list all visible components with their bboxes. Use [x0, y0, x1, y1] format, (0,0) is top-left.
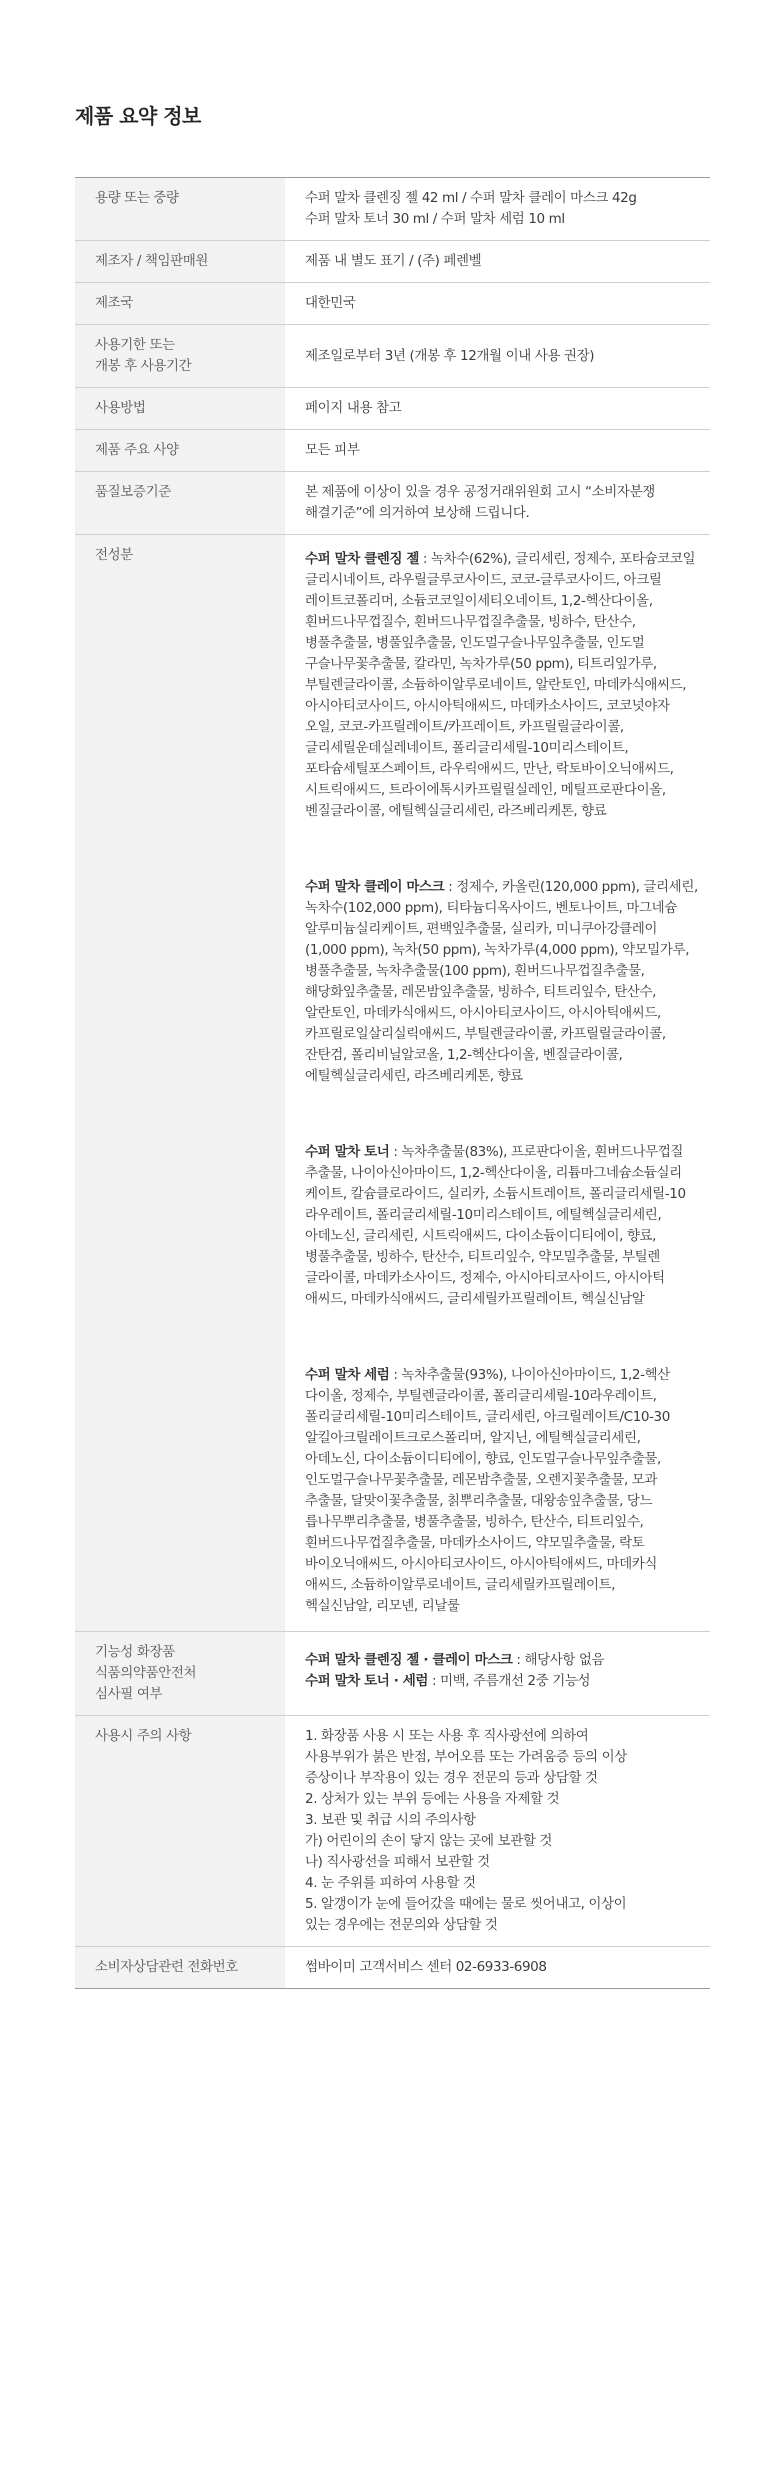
row-country: [75, 283, 710, 325]
label-line: 개봉 후 사용기간: [95, 358, 192, 374]
ingredient-line: 릅나무뿌리추출물, 병풀추출물, 빙하수, 탄산수, 티트리잎수,: [305, 1514, 644, 1530]
row-warranty: [75, 472, 710, 535]
caution-line: 4. 눈 주위를 피하여 사용할 것: [305, 1875, 476, 1891]
label-line: 식품의약품안전처: [95, 1665, 197, 1681]
label-line: 기능성 화장품: [95, 1644, 175, 1660]
product-info-table: [75, 177, 710, 1989]
value-expiry: 제조일로부터 3년 (개봉 후 12개월 이내 사용 권장): [285, 325, 710, 388]
functional-status: : 미백, 주름개선 2중 기능성: [428, 1673, 591, 1689]
ingredient-line: 글리세릴운데실레네이트, 폴리글리세릴-10미리스테이트,: [305, 740, 629, 756]
value-line: 수퍼 말차 토너 30 ml / 수퍼 말차 세럼 10 ml: [305, 211, 565, 227]
caution-line: 나) 직사광선을 피해서 보관할 것: [305, 1854, 490, 1870]
value-usage: 페이지 내용 참고: [285, 388, 710, 430]
value-line: 수퍼 말차 클렌징 젤 42 ml / 수퍼 말차 클레이 마스크 42g: [305, 190, 637, 206]
page-title: 제품 요약 정보: [75, 104, 201, 128]
ingredient-line: 글라이콜, 마데카소사이드, 정제수, 아시아티코사이드, 아시아틱: [305, 1270, 665, 1286]
ingredient-line: 잔탄검, 폴리비닐알코올, 1,2-헥산다이올, 벤질글라이콜,: [305, 1047, 623, 1063]
ingredient-line: 폴리글리세릴-10미리스테이트, 글리세린, 아크릴레이트/C10-30: [305, 1409, 670, 1425]
ingredient-line: 케이트, 칼슘클로라이드, 실리카, 소듐시트레이트, 폴리글리세릴-10: [305, 1186, 686, 1202]
label-skin-type: 제품 주요 사양: [75, 430, 285, 472]
row-capacity: [75, 178, 710, 241]
functional-status: : 해당사항 없음: [512, 1652, 605, 1668]
ingredient-text: : 녹차추출물(93%), 나이아신아마이드, 1,2-헥산: [389, 1367, 670, 1383]
label-warranty: 품질보증기준: [75, 472, 285, 535]
functional-product: 수퍼 말차 토너 · 세럼: [305, 1673, 429, 1689]
caution-line: 있는 경우에는 전문의와 상담할 것: [305, 1917, 498, 1933]
caution-line: 5. 알갱이가 눈에 들어갔을 때에는 물로 씻어내고, 이상이: [305, 1896, 627, 1912]
caution-line: 증상이나 부작용이 있는 경우 전문의 등과 상담할 것: [305, 1770, 598, 1786]
label-manufacturer: 제조자 / 책임판매원: [75, 241, 285, 283]
ingredient-line: 녹차수(102,000 ppm), 티타늄디옥사이드, 벤토나이트, 마그네슘: [305, 900, 677, 916]
ingredient-text: : 정제수, 카올린(120,000 ppm), 글리세린,: [444, 879, 698, 895]
row-functional: [75, 1632, 710, 1716]
value-manufacturer: 제품 내 별도 표기 / (주) 페렌벨: [285, 241, 710, 283]
ingredient-product-name: 수퍼 말차 클레이 마스크: [305, 879, 445, 895]
ingredient-line: 해당화잎추출물, 레몬밤잎추출물, 빙하수, 티트리잎수, 탄산수,: [305, 984, 657, 1000]
ingredient-block: [305, 1365, 710, 1617]
row-usage: [75, 388, 710, 430]
ingredient-line: 바이오닉애씨드, 아시아티코사이드, 아시아틱애씨드, 마데카식: [305, 1556, 658, 1572]
row-contact: [75, 1947, 710, 1989]
ingredient-block: [305, 1142, 710, 1310]
ingredient-product-name: 수퍼 말차 클렌징 젤: [305, 551, 420, 567]
functional-item: [305, 1650, 710, 1671]
label-capacity: 용량 또는 중량: [75, 178, 285, 241]
ingredient-line: 헥실신남알, 리모넨, 리날룰: [305, 1598, 460, 1614]
row-skin-type: [75, 430, 710, 472]
functional-item: [305, 1671, 710, 1692]
ingredient-line: 병풀추출물, 빙하수, 탄산수, 티트리잎수, 약모밀추출물, 부틸렌: [305, 1249, 660, 1265]
caution-line: 1. 화장품 사용 시 또는 사용 후 직사광선에 의하여: [305, 1728, 589, 1744]
ingredient-line: 다이올, 정제수, 부틸렌글라이콜, 폴리글리세릴-10라우레이트,: [305, 1388, 657, 1404]
caution-line: 3. 보관 및 취급 시의 주의사항: [305, 1812, 476, 1828]
value-line: 본 제품에 이상이 있을 경우 공정거래위원회 고시 “소비자분쟁: [305, 484, 655, 500]
ingredient-line: (1,000 ppm), 녹차(50 ppm), 녹차가루(4,000 ppm), 약모밀가루,: [305, 942, 690, 958]
ingredient-text: : 녹차수(62%), 글리세린, 정제수, 포타슘코코일: [419, 551, 696, 567]
row-ingredients: [75, 535, 710, 1632]
ingredient-text: : 녹차추출물(83%), 프로판다이올, 흰버드나무껍질: [389, 1144, 684, 1160]
value-ingredients: [285, 535, 710, 1632]
ingredient-line: 병풀추출물, 녹차추출물(100 ppm), 흰버드나무껍질추출물,: [305, 963, 645, 979]
caution-line: 사용부위가 붉은 반점, 부어오름 또는 가려움증 등의 이상: [305, 1749, 627, 1765]
value-skin-type: 모든 피부: [285, 430, 710, 472]
value-caution: [285, 1716, 710, 1947]
label-expiry: [75, 325, 285, 388]
label-caution: 사용시 주의 사항: [75, 1716, 285, 1947]
ingredient-line: 아데노신, 다이소듐이디티에이, 향료, 인도멀구슬나무잎추출물,: [305, 1451, 661, 1467]
ingredient-line: [305, 877, 710, 898]
ingredient-line: 글리시네이트, 라우릴글루코사이드, 코코-글루코사이드, 아크릴: [305, 572, 662, 588]
ingredient-line: [305, 549, 710, 570]
row-manufacturer: [75, 241, 710, 283]
value-country: 대한민국: [285, 283, 710, 325]
ingredient-line: 부틸렌글라이콜, 소듐하이알루로네이트, 알란토인, 마데카식애씨드,: [305, 677, 687, 693]
caution-line: 2. 상처가 있는 부위 등에는 사용을 자제할 것: [305, 1791, 560, 1807]
ingredient-line: 알란토인, 마데카식애씨드, 아시아티코사이드, 아시아틱애씨드,: [305, 1005, 661, 1021]
ingredient-line: 아시아티코사이드, 아시아틱애씨드, 마데카소사이드, 코코넛야자: [305, 698, 670, 714]
ingredient-line: 알킬아크릴레이트크로스폴리머, 알지닌, 에틸헥실글리세린,: [305, 1430, 641, 1446]
ingredients-list: [305, 549, 710, 1617]
caution-list: [305, 1726, 710, 1936]
label-functional: [75, 1632, 285, 1716]
ingredient-line: 병풀추출물, 병풀잎추출물, 인도멀구슬나무잎추출물, 인도멀: [305, 635, 645, 651]
value-capacity: [285, 178, 710, 241]
ingredient-line: 추출물, 나이아신아마이드, 1,2-헥산다이올, 리튬마그네슘소듐실리: [305, 1165, 682, 1181]
ingredient-line: 추출물, 달맞이꽃추출물, 칡뿌리추출물, 대왕송잎추출물, 당느: [305, 1493, 653, 1509]
ingredient-line: 레이트코폴리머, 소듐코코일이세티오네이트, 1,2-헥산다이올,: [305, 593, 653, 609]
ingredient-line: 벤질글라이콜, 에틸헥실글리세린, 라즈베리케톤, 향료: [305, 803, 607, 819]
ingredient-line: 카프릴로일살리실릭애씨드, 부틸렌글라이콜, 카프릴릴글라이콜,: [305, 1026, 666, 1042]
row-caution: [75, 1716, 710, 1947]
label-line: 사용기한 또는: [95, 337, 175, 353]
ingredient-line: 에틸헥실글리세린, 라즈베리케톤, 향료: [305, 1068, 523, 1084]
ingredient-line: 오일, 코코-카프릴레이트/카프레이트, 카프릴릴글라이콜,: [305, 719, 624, 735]
ingredient-product-name: 수퍼 말차 토너: [305, 1144, 390, 1160]
value-functional: [285, 1632, 710, 1716]
ingredient-line: 시트릭애씨드, 트라이에톡시카프릴릴실레인, 메틸프로판다이올,: [305, 782, 666, 798]
ingredient-line: 포타슘세틸포스페이트, 라우릭애씨드, 만난, 락토바이오닉애씨드,: [305, 761, 674, 777]
label-ingredients: 전성분: [75, 535, 285, 1632]
label-usage: 사용방법: [75, 388, 285, 430]
ingredient-line: 인도멀구슬나무꽃추출물, 레몬밤추출물, 오렌지꽃추출물, 모과: [305, 1472, 658, 1488]
ingredient-line: 아데노신, 글리세린, 시트릭애씨드, 다이소듐이디티에이, 향료,: [305, 1228, 657, 1244]
ingredient-block: [305, 877, 710, 1087]
functional-product: 수퍼 말차 클렌징 젤 · 클레이 마스크: [305, 1652, 513, 1668]
ingredient-line: 구슬나무꽃추출물, 칼라민, 녹차가루(50 ppm), 티트리잎가루,: [305, 656, 657, 672]
value-line: 해결기준”에 의거하여 보상해 드립니다.: [305, 505, 530, 521]
ingredient-line: [305, 1142, 710, 1163]
row-expiry: [75, 325, 710, 388]
ingredient-line: 라우레이트, 폴리글리세릴-10미리스테이트, 에틸헥실글리세린,: [305, 1207, 662, 1223]
ingredient-line: 흰버드나무껍질수, 흰버드나무껍질추출물, 빙하수, 탄산수,: [305, 614, 636, 630]
caution-line: 가) 어린이의 손이 닿지 않는 곳에 보관할 것: [305, 1833, 553, 1849]
label-contact: 소비자상담관련 전화번호: [75, 1947, 285, 1989]
ingredient-block: [305, 549, 710, 822]
value-contact: 썸바이미 고객서비스 센터 02-6933-6908: [305, 1959, 547, 1975]
ingredient-line: 알루미늄실리케이트, 편백잎추출물, 실리카, 미니쿠아강클레이: [305, 921, 658, 937]
ingredient-line: 애씨드, 소듐하이알루로네이트, 글리세릴카프릴레이트,: [305, 1577, 616, 1593]
ingredient-line: 흰버드나무껍질추출물, 마데카소사이드, 약모밀추출물, 락토: [305, 1535, 645, 1551]
ingredient-product-name: 수퍼 말차 세럼: [305, 1367, 390, 1383]
label-country: 제조국: [75, 283, 285, 325]
label-line: 심사필 여부: [95, 1686, 163, 1702]
value-warranty: [285, 472, 710, 535]
ingredient-line: [305, 1365, 710, 1386]
ingredient-line: 애씨드, 마데카식애씨드, 글리세릴카프릴레이트, 헥실신남알: [305, 1291, 645, 1307]
